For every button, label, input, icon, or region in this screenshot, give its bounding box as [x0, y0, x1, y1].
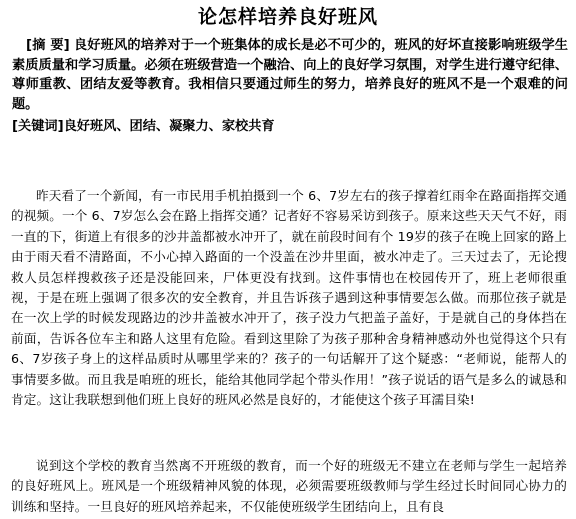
abstract-text: 良好班风的培养对于一个班集体的成长是必不可少的，班风的好坏直接影响班级学生素质质量和学习质量。必须在班级营造一个融洽、向上的良好学习氛围，对学生进行遵守纪律、尊师重教、团结友爱等教育。我相信只要通过师生的努力，培养良好的班风不是一个艰难的问题。 — [12, 38, 568, 112]
document-title: 论怎样培养良好班风 — [197, 6, 378, 28]
keywords-text: 良好班风、团结、凝聚力、家校共育 — [63, 119, 275, 134]
body-paragraph-2: 说到这个学校的教育当然离不开班级的教育，而一个好的班级无不建立在老师与学生一起培养的良好班风上。班风是一个班级精神风貌的体现，必须需要班级教师与学生经过长时间同心协力的训练和坚持。一旦良好的班风培养起来，不仅能使班级学生团结向上，且有良 — [11, 458, 567, 514]
abstract-label: [摘 要] — [26, 38, 70, 53]
abstract-block — [12, 36, 568, 114]
keywords-block — [12, 117, 568, 136]
body-paragraph-1: 昨天看了一个新闻，有一市民用手机拍摄到一个 6、7岁左右的孩子撑着红雨伞在路面指挥交通的视频。一个 6、7岁怎么会在路上指挥交通？记者好不容易采访到孩子。原来这些天天气不好，雨一直的下，街道上有很多的沙井盖都被水冲开了，就在前段时间有个 19岁的孩子在晚上回家的路上由于雨天看不清路面，不小心掉入路面的一个没盖在沙井里面，被水冲走了。三天过去了，无论搜救人员怎样搜救孩子还是没能回来，尸体更没有找到。这件事情也在校园传开了，班上老师很重视，于是在班上强调了很多次的安全教育，并且告诉孩子遇到这种事情要怎么做。而那位孩子就是在一次上学的时候发现路边的沙井盖被水冲开了，孩子没力气把盖子盖好，于是就自己的身体挡在前面，告诉各位车主和路人这里有危险。看到这里除了为孩子那种舍身精神感动外也觉得这个只有 6、7岁孩子身上的这样品质时从哪里学来的？孩子的一句话解开了这个疑惑：“老师说，能帮人的事情要多做。而且我是咱班的班长，能给其他同学起个带头作用！”孩子说话的语气是多么的诚恳和肯定。这让我联想到他们班上良好的班风必然是良好的，才能使这个孩子耳濡目染! — [11, 188, 567, 408]
keywords-label: [关键词] — [12, 119, 64, 134]
